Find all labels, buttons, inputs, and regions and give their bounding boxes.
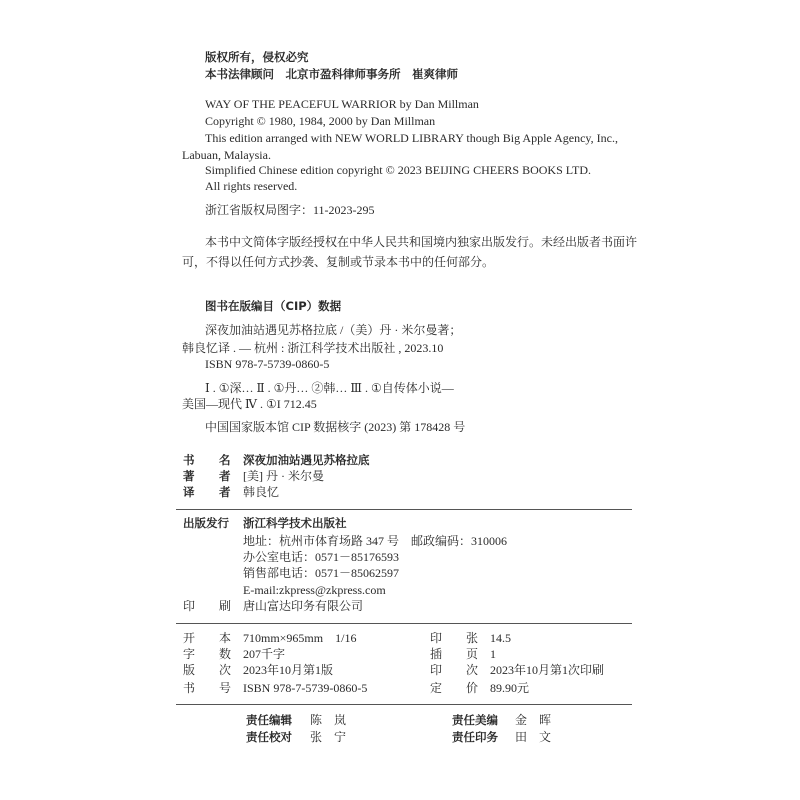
spec-key: 数: [219, 647, 232, 661]
rights-reserved: 版权所有，侵权必究: [205, 50, 309, 64]
divider: [176, 704, 632, 705]
spec-key: 号: [219, 681, 232, 695]
spec-key: 印: [430, 631, 443, 645]
publisher-email: E-mail:zkpress@zkpress.com: [243, 583, 386, 597]
english-title: WAY OF THE PEACEFUL WARRIOR by Dan Millman: [205, 97, 479, 111]
cip-line-2: 韩良忆译 . — 杭州 : 浙江科学技术出版社 , 2023.10: [182, 341, 444, 355]
spec-key: 插: [430, 647, 443, 661]
spec-edition: 2023年10月第1版: [243, 663, 334, 677]
spec-printing: 2023年10月第1次印刷: [490, 663, 605, 677]
notice-line-1: 本书中文简体字版经授权在中华人民共和国境内独家出版发行。未经出版者书面许: [205, 235, 638, 249]
divider: [176, 623, 632, 624]
divider: [176, 509, 632, 510]
info-key: 名: [219, 453, 231, 467]
spec-key: 次: [219, 663, 232, 677]
spec-format: 710mm×965mm 1/16: [243, 631, 357, 645]
notice-line-2: 可，不得以任何方式抄袭、复制或节录本书中的任何部分。: [182, 255, 495, 269]
legal-counsel: 本书法律顾问 北京市盈科律师事务所 崔爽律师: [205, 67, 458, 81]
english-copyright: Copyright © 1980, 1984, 2000 by Dan Millman: [205, 114, 436, 128]
cip-verify: 中国国家版本馆 CIP 数据核字 (2023) 第 178428 号: [205, 420, 466, 434]
spec-isbn: ISBN 978-7-5739-0860-5: [243, 681, 368, 695]
printer-name: 唐山富达印务有限公司: [243, 599, 364, 613]
staff-role: 责任编辑: [246, 713, 292, 727]
spec-key: 开: [183, 631, 196, 645]
english-arranged-cont: Labuan, Malaysia.: [182, 148, 271, 162]
spec-key: 张: [466, 631, 479, 645]
publisher-label: 出版发行: [183, 516, 229, 530]
spec-sheets: 14.5: [490, 631, 511, 645]
staff-name: 陈 岚: [310, 713, 347, 727]
spec-key: 书: [183, 681, 196, 695]
info-key: 书: [183, 453, 195, 467]
spec-key: 字: [183, 647, 196, 661]
staff-role: 责任校对: [246, 730, 292, 744]
registration-number: 浙江省版权局图字：11-2023-295: [205, 203, 375, 217]
spec-key: 本: [219, 631, 232, 645]
english-simplified: Simplified Chinese edition copyright © 2023 BEIJING CHEERS BOOKS LTD.: [205, 163, 591, 177]
info-key: 译: [183, 485, 195, 499]
publisher-address: 地址：杭州市体育场路 347 号 邮政编码：310006: [243, 534, 508, 548]
info-key: 著: [183, 469, 195, 483]
spec-key: 印: [430, 663, 443, 677]
spec-inserts: 1: [490, 647, 496, 661]
spec-key: 价: [466, 681, 479, 695]
staff-role: 责任美编: [452, 713, 498, 727]
spec-key: 版: [183, 663, 196, 677]
cip-class-1: Ⅰ . ①深… Ⅱ . ①丹… ②韩… Ⅲ . ①自传体小说—: [205, 381, 454, 395]
book-title: 深夜加油站遇见苏格拉底: [243, 453, 370, 467]
info-key: 刷: [219, 599, 232, 613]
spec-key: 定: [430, 681, 443, 695]
publisher-name: 浙江科学技术出版社: [243, 516, 347, 530]
book-translator: 韩良忆: [243, 485, 280, 499]
english-arranged: This edition arranged with NEW WORLD LIBRARY though Big Apple Agency, Inc.,: [205, 131, 618, 145]
info-key: 印: [183, 599, 196, 613]
staff-name: 金 晖: [515, 713, 552, 727]
spec-key: 次: [466, 663, 479, 677]
staff-role: 责任印务: [452, 730, 498, 744]
cip-isbn: ISBN 978-7-5739-0860-5: [205, 357, 330, 371]
info-key: 者: [219, 485, 231, 499]
book-author: [美] 丹 · 米尔曼: [243, 469, 324, 483]
english-all-rights: All rights reserved.: [205, 179, 298, 193]
cip-heading: 图书在版编目（CIP）数据: [205, 299, 342, 313]
cip-class-2: 美国—现代 Ⅳ . ①I 712.45: [182, 397, 317, 411]
info-key: 者: [219, 469, 231, 483]
spec-price: 89.90元: [490, 681, 530, 695]
cip-line-1: 深夜加油站遇见苏格拉底 /（美）丹 · 米尔曼著；: [205, 323, 462, 337]
staff-name: 张 宁: [310, 730, 347, 744]
staff-name: 田 文: [515, 730, 552, 744]
publisher-office-phone: 办公室电话：0571－85176593: [243, 550, 400, 564]
spec-word-count: 207千字: [243, 647, 286, 661]
spec-key: 页: [466, 647, 479, 661]
publisher-sales-phone: 销售部电话：0571－85062597: [243, 566, 400, 580]
